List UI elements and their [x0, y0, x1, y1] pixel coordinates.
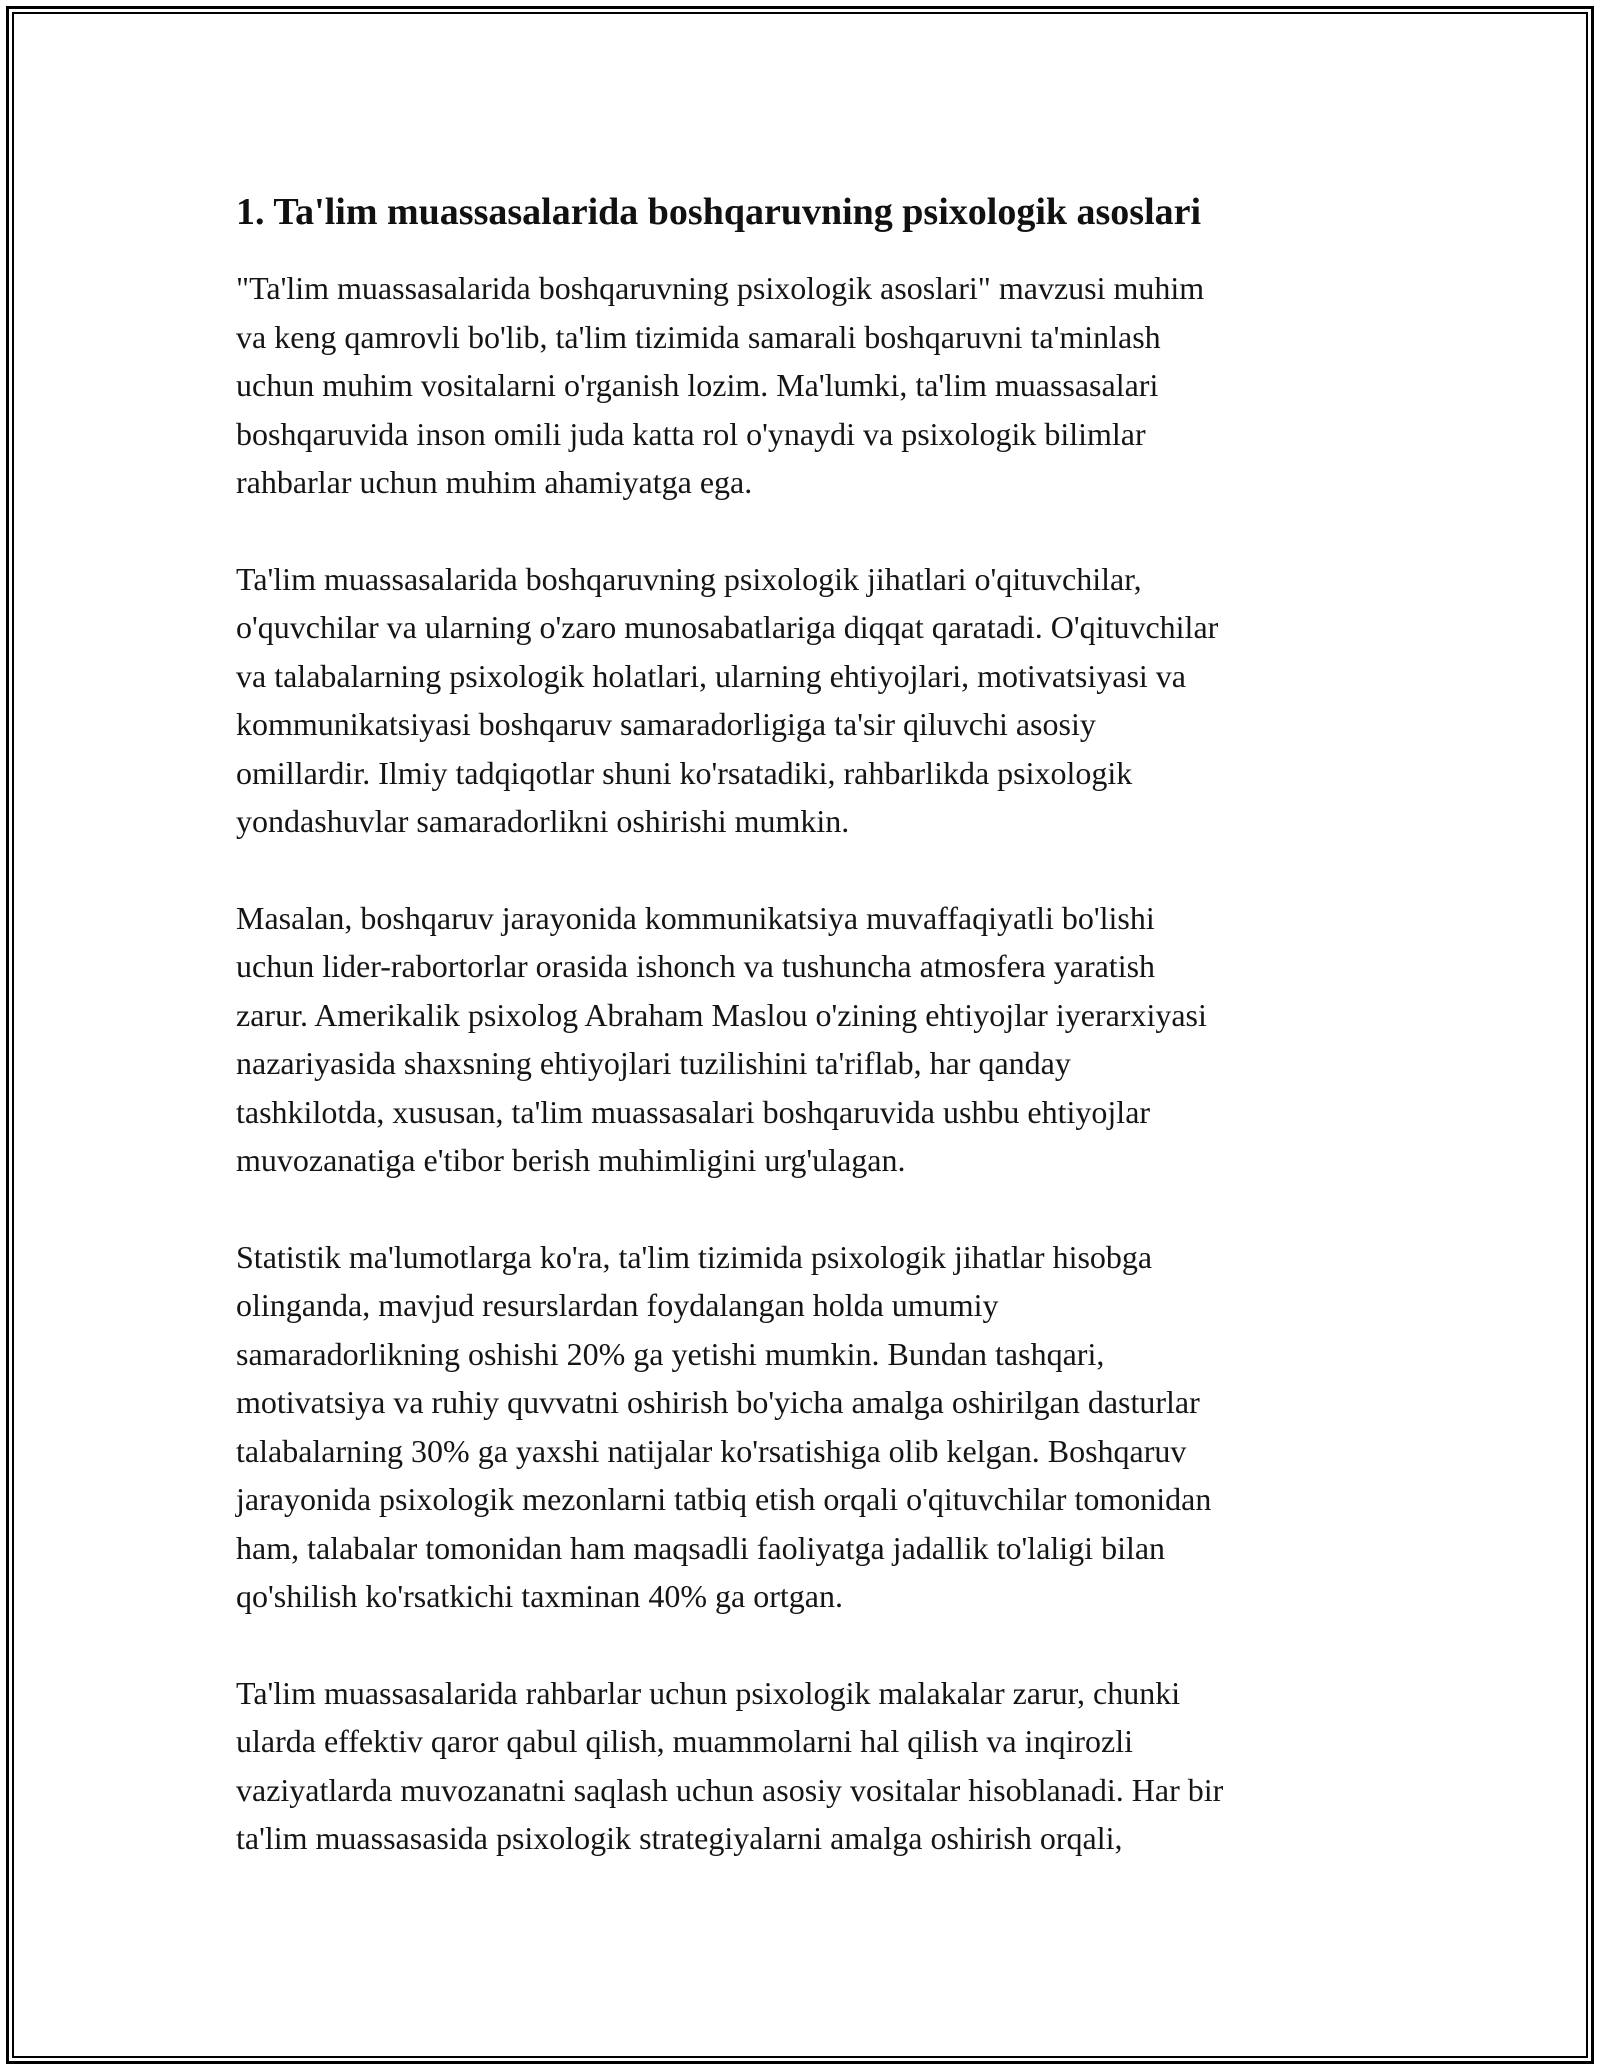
text-line: rahbarlar uchun muhim ahamiyatga ega.	[236, 464, 753, 500]
text-line: va keng qamrovli bo'lib, ta'lim tizimida samarali boshqaruvni ta'minlash	[236, 318, 1161, 355]
text-line: kommunikatsiyasi boshqaruv samaradorligiga ta'sir qiluvchi asosiy	[236, 706, 1096, 742]
paragraph-2	[236, 555, 1376, 846]
text-line: ularda effektiv qaror qabul qilish, muammolarni hal qilish va inqirozli	[236, 1723, 1133, 1759]
text-line: nazariyasida shaxsning ehtiyojlari tuzilishini ta'riflab, har qanday	[236, 1045, 1071, 1081]
text-line: talabalarning 30% ga yaxshi natijalar ko'rsatishiga olib kelgan. Boshqaruv	[236, 1432, 1187, 1469]
text-line: uchun muhim vositalarni o'rganish lozim. Ma'lumki, ta'lim muassasalari	[236, 367, 1159, 403]
text-line: va talabalarning psixologik holatlari, ularning ehtiyojlari, motivatsiyasi va	[236, 657, 1186, 694]
text-line: Ta'lim muassasalarida boshqaruvning psixologik jihatlari o'qituvchilar,	[236, 560, 1142, 597]
text-line: Ta'lim muassasalarida rahbarlar uchun psixologik malakalar zarur, chunki	[236, 1674, 1181, 1711]
text-line: qo'shilish ko'rsatkichi taxminan 40% ga ortgan.	[236, 1578, 843, 1614]
text-line: Masalan, boshqaruv jarayonida kommunikatsiya muvaffaqiyatli bo'lishi	[236, 899, 1155, 936]
text-line: vaziyatlarda muvozanatni saqlash uchun asosiy vositalar hisoblanadi. Har bir	[236, 1771, 1224, 1808]
document-title: 1. Ta'lim muassasalarida boshqaruvning psixologik asoslari	[236, 191, 1202, 233]
document-body	[236, 186, 1376, 1911]
text-line: uchun lider-rabortorlar orasida ishonch va tushuncha atmosfera yaratish	[236, 948, 1156, 984]
text-line: motivatsiya va ruhiy quvvatni oshirish bo'yicha amalga oshirilgan dasturlar	[236, 1384, 1200, 1420]
text-line: boshqaruvida inson omili juda katta rol o'ynaydi va psixologik bilimlar	[236, 415, 1146, 452]
text-line: olinganda, mavjud resurslardan foydalangan holda umumiy	[236, 1287, 999, 1323]
text-line: muvozanatiga e'tibor berish muhimligini urg'ulagan.	[236, 1142, 906, 1178]
text-line: o'quvchilar va ularning o'zaro munosabatlariga diqqat qaratadi. O'qituvchilar	[236, 609, 1219, 645]
paragraph-1	[236, 264, 1376, 507]
text-line: "Ta'lim muassasalarida boshqaruvning psixologik asoslari" mavzusi muhim	[236, 270, 1205, 306]
text-line: ham, talabalar tomonidan ham maqsadli faoliyatga jadallik to'laligi bilan	[236, 1529, 1166, 1566]
text-line: ta'lim muassasasida psixologik strategiyalarni amalga oshirish orqali,	[236, 1820, 1123, 1856]
text-line: yondashuvlar samaradorlikni oshirishi mumkin.	[236, 803, 850, 839]
paragraph-3	[236, 894, 1376, 1185]
text-line: zarur. Amerikalik psixolog Abraham Maslou o'zining ehtiyojlar iyerarxiyasi	[236, 996, 1207, 1033]
text-line: omillardir. Ilmiy tadqiqotlar shuni ko'rsatadiki, rahbarlikda psixologik	[236, 754, 1133, 791]
paragraph-4	[236, 1233, 1376, 1621]
paragraph-5	[236, 1669, 1376, 1863]
text-line: samaradorlikning oshishi 20% ga yetishi mumkin. Bundan tashqari,	[236, 1335, 1105, 1372]
text-line: tashkilotda, xususan, ta'lim muassasalari boshqaruvida ushbu ehtiyojlar	[236, 1093, 1151, 1130]
text-line: jarayonida psixologik mezonlarni tatbiq etish orqali o'qituvchilar tomonidan	[236, 1481, 1212, 1517]
text-line: Statistik ma'lumotlarga ko'ra, ta'lim tizimida psixologik jihatlar hisobga	[236, 1238, 1153, 1275]
